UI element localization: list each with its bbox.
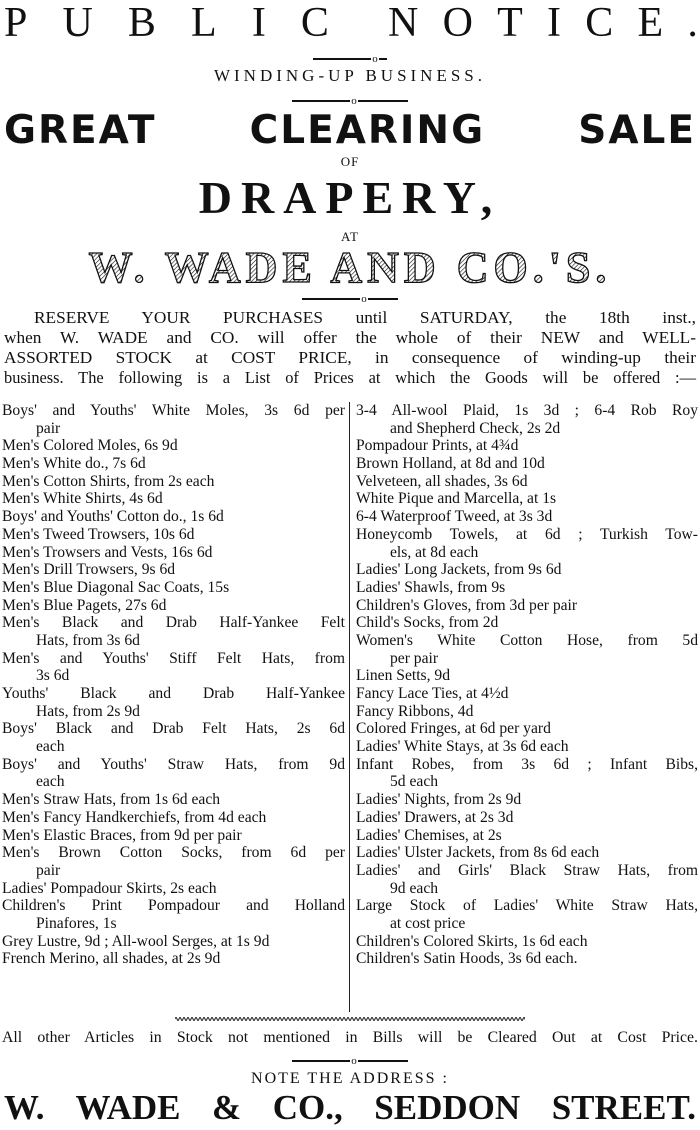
price-list-item (2, 950, 345, 968)
item-text: Men's Blue Diagonal Sac Coats, 15s (2, 578, 230, 596)
notice-word (388, 2, 698, 44)
heading-letter: . (687, 0, 698, 46)
item-text: Fancy Ribbons, 4d (356, 702, 474, 720)
item-text: Velveteen, all shades, 3s 6d (356, 472, 528, 490)
price-list-left-column (2, 402, 345, 968)
item-text: Youths' Black and Drab Half-Yankee (2, 685, 345, 702)
item-text: Ladies' Nights, from 2s 9d (356, 791, 522, 809)
item-text: Men's Cotton Shirts, from 2s each (2, 472, 215, 490)
item-continuation: els, at 8d each (390, 543, 479, 561)
price-list-item (356, 950, 698, 968)
price-list-item (2, 561, 345, 579)
item-text: White Pique and Marcella, at 1s (356, 490, 557, 508)
item-continuation: Pinafores, 1s (36, 914, 117, 932)
price-list-item (2, 844, 345, 879)
item-text: Child's Socks, from 2d (356, 614, 499, 632)
clearing-word: CLEARING (249, 108, 486, 153)
price-list-item (2, 579, 345, 597)
price-list-item (356, 720, 698, 738)
price-list-item (2, 791, 345, 809)
heading-letter: U (62, 0, 93, 46)
price-list-item (356, 756, 698, 791)
price-list-item (356, 738, 698, 756)
divider: o (0, 92, 700, 104)
price-list-item (2, 473, 345, 491)
price-list-item (356, 703, 698, 721)
item-text: Colored Fringes, at 6d per yard (356, 720, 551, 738)
store-name: W. WADE AND CO.'S. (88, 244, 612, 290)
heading-letter: I (547, 0, 562, 46)
item-text: Boys' and Youths' Straw Hats, from 9d (2, 755, 345, 773)
heading-letter: O (442, 0, 473, 46)
item-continuation: 5d each (390, 773, 439, 791)
item-text: Men's Brown Cotton Socks, from 6d per (2, 844, 345, 862)
price-list-item (2, 897, 345, 932)
price-list-item (2, 490, 345, 508)
item-continuation: pair (36, 861, 61, 879)
item-continuation: 3s 6d (36, 667, 70, 685)
item-text: 6-4 Waterproof Tweed, at 3s 3d (356, 508, 553, 526)
price-list-item (2, 650, 345, 685)
item-text: Ladies' and Girls' Black Straw Hats, from (356, 861, 698, 879)
item-text: Men's Fancy Handkerchiefs, from 4d each (2, 808, 267, 826)
price-list-item (2, 827, 345, 845)
divider: o (0, 1052, 700, 1064)
item-continuation: 9d each (390, 879, 439, 897)
price-list-item (2, 720, 345, 755)
heading-letter: P (4, 0, 28, 46)
price-list-item (2, 809, 345, 827)
item-text: Ladies' Long Jackets, from 9s 6d (356, 561, 562, 579)
price-list-item (356, 632, 698, 667)
item-text: Fancy Lace Ties, at 4½d (356, 685, 509, 702)
price-list-item (2, 544, 345, 562)
item-continuation: per pair (390, 649, 439, 667)
great-clearing-sale-title (4, 108, 696, 154)
price-list-item (356, 862, 698, 897)
item-text: Women's White Cotton Hose, from 5d (356, 631, 698, 649)
price-list-item (2, 685, 345, 720)
price-list-item (2, 455, 345, 473)
sale-word: SALE (578, 108, 696, 153)
price-list-item (356, 437, 698, 455)
item-text: Brown Holland, at 8d and 10d (356, 455, 545, 473)
item-text: Infant Robes, from 3s 6d ; Infant Bibs, (356, 755, 698, 773)
price-list-item (356, 667, 698, 685)
price-list-item (356, 614, 698, 632)
item-continuation: Hats, from 3s 6d (36, 631, 140, 649)
item-text: Boys' and Youths' White Moles, 3s 6d per (2, 402, 345, 419)
price-list-item (356, 597, 698, 615)
item-text: Pompadour Prints, at 4¾d (356, 437, 519, 455)
item-continuation: pair (36, 419, 61, 437)
public-word (4, 2, 329, 44)
public-notice-heading (0, 2, 700, 44)
item-text: Men's Black and Drab Half-Yankee Felt (2, 614, 345, 632)
note-the-address: NOTE THE ADDRESS : (251, 1070, 449, 1087)
heading-letter: E (637, 0, 664, 46)
item-text: Children's Print Pompadour and Holland (2, 897, 345, 915)
item-text: Children's Colored Skirts, 1s 6d each (356, 932, 588, 950)
item-text: Honeycomb Towels, at 6d ; Turkish Tow- (356, 525, 698, 543)
item-text: Children's Gloves, from 3d per pair (356, 596, 578, 614)
price-list (0, 402, 700, 1014)
price-list-item (2, 933, 345, 951)
intro-line: business. The following is a List of Prices at which the Goods will be offered :— (4, 368, 696, 387)
heading-letter: B (127, 0, 156, 46)
item-continuation: each (36, 773, 65, 791)
item-text: Ladies' White Stays, at 3s 6d each (356, 738, 569, 756)
price-list-item (356, 791, 698, 809)
price-list-item (356, 526, 698, 561)
price-list-item (356, 897, 698, 932)
item-text: Ladies' Chemises, at 2s (356, 826, 502, 844)
intro-line: RESERVE YOUR PURCHASES until SATURDAY, the 18th inst., (34, 308, 696, 327)
price-list-item (2, 614, 345, 649)
at-label: AT (341, 229, 359, 244)
item-text: Men's Drill Trowsers, 9s 6d (2, 561, 176, 579)
item-text: French Merino, all shades, at 2s 9d (2, 950, 221, 968)
intro-paragraph (4, 308, 696, 388)
item-continuation: at cost price (390, 914, 466, 932)
price-list-item (356, 579, 698, 597)
item-text: Linen Setts, 9d (356, 667, 450, 685)
item-text: Men's and Youths' Stiff Felt Hats, from (2, 649, 345, 667)
item-continuation: and Shepherd Check, 2s 2d (390, 419, 561, 437)
winding-up-subtitle: WINDING-UP BUSINESS. (213, 66, 487, 85)
heading-letter: N (388, 0, 419, 46)
intro-line: when W. WADE and CO. will offer the whole of their NEW and WELL- (4, 328, 696, 347)
price-list-item (356, 561, 698, 579)
item-text: Men's Elastic Braces, from 9d per pair (2, 826, 242, 844)
item-text: Large Stock of Ladies' White Straw Hats, (356, 897, 698, 915)
price-list-item (356, 402, 698, 437)
item-text: Boys' Black and Drab Felt Hats, 2s 6d (2, 720, 345, 738)
price-list-item (2, 437, 345, 455)
price-list-item (2, 756, 345, 791)
price-list-item (356, 685, 698, 703)
price-list-item (356, 844, 698, 862)
item-text: Boys' and Youths' Cotton do., 1s 6d (2, 508, 224, 526)
price-list-item (2, 880, 345, 898)
heading-letter: I (251, 0, 266, 46)
column-divider (349, 402, 350, 1012)
heading-letter: C (585, 0, 614, 46)
price-list-item (356, 490, 698, 508)
price-list-item (356, 933, 698, 951)
drapery-title: DRAPERY, (198, 172, 502, 223)
price-list-item (2, 526, 345, 544)
item-continuation: Hats, from 2s 9d (36, 702, 140, 720)
price-list-item (356, 508, 698, 526)
divider: o (0, 290, 700, 302)
item-text: Ladies' Ulster Jackets, from 8s 6d each (356, 844, 600, 862)
other-articles-text: All other Articles in Stock not mentioned in Bills will be Cleared Out at Cost Price. (2, 1029, 698, 1046)
heading-letter: C (300, 0, 329, 46)
price-list-item (356, 809, 698, 827)
price-list-item (356, 473, 698, 491)
item-text: Ladies' Shawls, from 9s (356, 578, 506, 596)
item-text: Men's White Shirts, 4s 6d (2, 490, 163, 508)
item-continuation: each (36, 738, 65, 756)
divider: o (0, 50, 700, 62)
price-list-item (356, 455, 698, 473)
item-text: Grey Lustre, 9d ; All-wool Serges, at 1s 9d (2, 932, 270, 950)
item-text: Men's Straw Hats, from 1s 6d each (2, 791, 221, 809)
store-name-banner (0, 244, 700, 290)
price-list-item (2, 402, 345, 437)
price-list-right-column (356, 402, 698, 968)
item-text: Men's Colored Moles, 6s 9d (2, 437, 178, 455)
store-address: W. WADE & CO., SEDDON STREET. (4, 1088, 696, 1127)
item-text: 3-4 All-wool Plaid, 1s 3d ; 6-4 Rob Roy (356, 402, 698, 419)
great-word: GREAT (4, 108, 157, 153)
wavy-rule (175, 1016, 525, 1022)
item-text: Ladies' Drawers, at 2s 3d (356, 808, 514, 826)
heading-letter: L (191, 0, 217, 46)
item-text: Men's Blue Pagets, 27s 6d (2, 596, 167, 614)
item-text: Men's Trowsers and Vests, 16s 6d (2, 543, 213, 561)
price-list-item (2, 597, 345, 615)
price-list-item (356, 827, 698, 845)
item-text: Ladies' Pompadour Skirts, 2s each (2, 879, 217, 897)
heading-letter: T (497, 0, 523, 46)
item-text: Men's Tweed Trowsers, 10s 6d (2, 525, 195, 543)
item-text: Children's Satin Hoods, 3s 6d each. (356, 950, 578, 968)
item-text: Men's White do., 7s 6d (2, 455, 146, 473)
intro-line: ASSORTED STOCK at COST PRICE, in consequence of winding-up their (4, 348, 696, 367)
price-list-item (2, 508, 345, 526)
of-label: OF (340, 154, 360, 169)
